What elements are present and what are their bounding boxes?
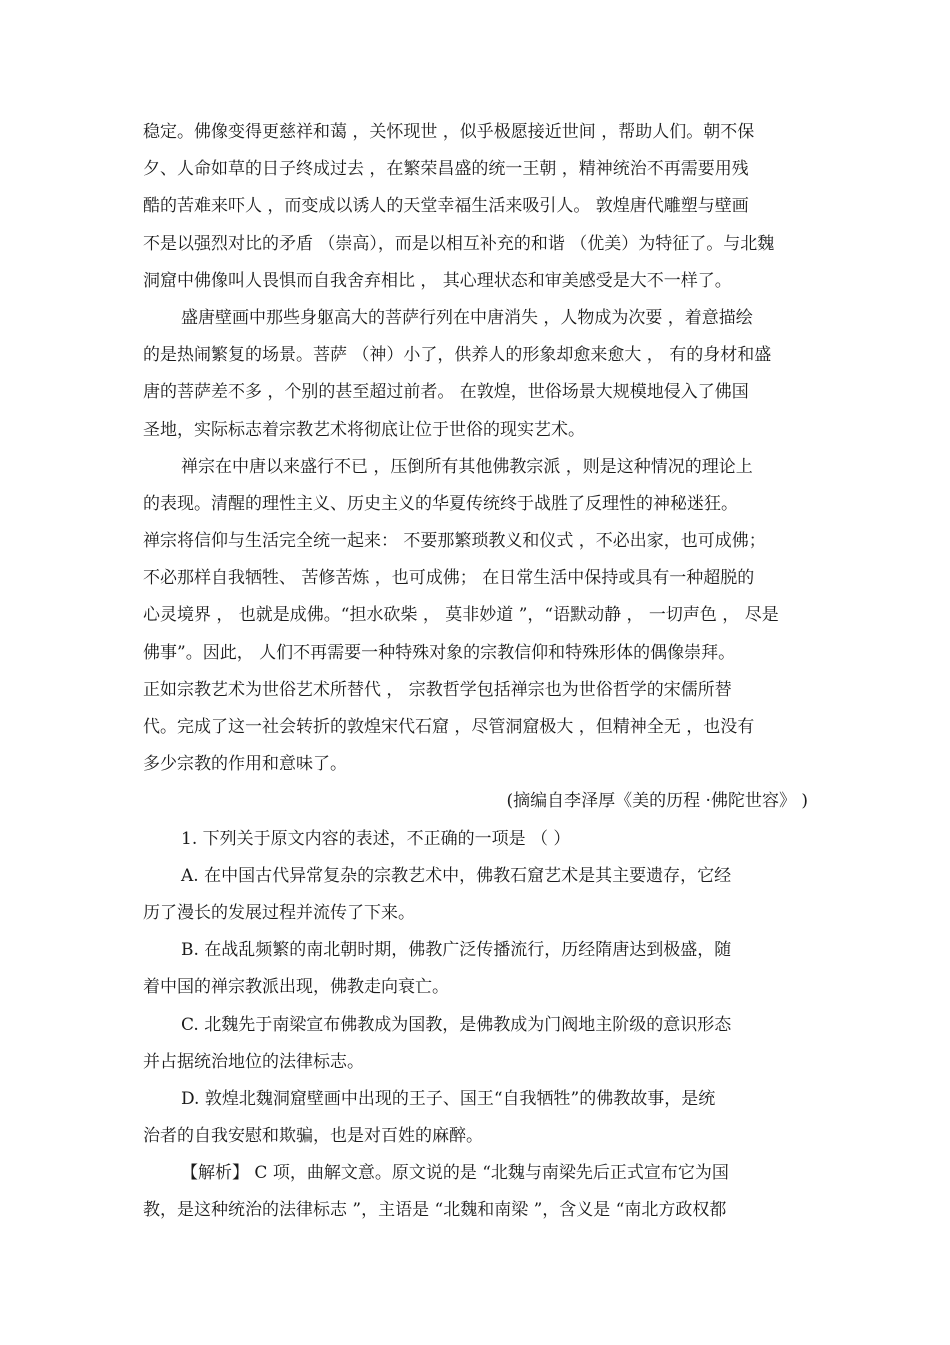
text-line: 代。完成了这一社会转折的敦煌宋代石窟 ，尽管洞窟极大 ，但精神全无 ，也没有 [143,717,755,737]
text-line: 不必那样自我牺牲、 苦修苦炼 ，也可成佛； 在日常生活中保持或具有一种超脱的 [143,568,755,589]
text-line: 洞窟中佛像叫人畏惧而自我舍弃相比 ， 其心理状态和审美感受是大不一样了。 [143,270,732,291]
text-line: 酷的苦难来吓人 ，而变成以诱人的天堂幸福生活来吸引人。 敦煌唐代雕塑与壁画 [143,196,749,217]
question-1 [143,821,808,1230]
option-line: C. 北魏先于南梁宣布佛教成为国教，是佛教成为门阀地主阶级的意识形态 [181,1014,732,1035]
text-line: 佛事”。因此， 人们不再需要一种特殊对象的宗教信仰和特殊形体的偶像崇拜。 [143,642,736,663]
analysis-line: 教，是这种统治的法律标志 ”，主语是 “北魏和南梁 ”，含义是 “南北方政权都 [143,1200,727,1221]
source-citation: (摘编自李泽厚《美的历程 ·佛陀世容》 ) [506,791,808,812]
text-line: 不是以强烈对比的矛盾 （崇高），而是以相互补充的和谐 （优美）为特征了。与北魏 [143,233,775,254]
analysis-line: 【解析】 C 项，曲解文意。原文说的是 “北魏与南梁先后正式宣布它为国 [181,1163,729,1184]
text-line: 心灵境界 ， 也就是成佛。“担水砍柴 ， 莫非妙道 ”，“语默动静 ， 一切声色 ， 尽是 [143,605,779,626]
text-line: 的是热闹繁复的场景。菩萨 （神）小了，供养人的形象却愈来愈大 ， 有的身材和盛 [143,345,772,366]
option-b [143,932,808,1006]
option-a [143,858,808,932]
option-line: D. 敦煌北魏洞窟壁画中出现的王子、国王“自我牺牲”的佛教故事，是统 [181,1088,716,1109]
text-line: 夕、人命如草的日子终成过去 ，在繁荣昌盛的统一王朝 ，精神统治不再需要用残 [143,159,749,180]
text-line: 唐的菩萨差不多 ，个别的甚至超过前者。 在敦煌，世俗场景大规模地侵入了佛国 [143,382,749,403]
option-line: 治者的自我安慰和欺骗，也是对百姓的麻醉。 [143,1126,483,1147]
paragraph-1 [143,114,808,300]
option-line: 着中国的禅宗教派出现，佛教走向衰亡。 [143,977,449,998]
option-line: 并占据统治地位的法律标志。 [143,1051,364,1072]
text-line: 禅宗将信仰与生活完全统一起来： 不要那繁琐教义和仪式 ，不必出家，也可成佛； [143,531,766,552]
text-line: 正如宗教艺术为世俗艺术所替代 ， 宗教哲学包括禅宗也为世俗哲学的宋儒所替 [143,679,732,700]
text-line: 稳定。佛像变得更慈祥和蔼 ，关怀现世 ，似乎极愿接近世间 ，帮助人们。朝不保 [143,122,755,142]
option-line: B. 在战乱频繁的南北朝时期，佛教广泛传播流行，历经隋唐达到极盛，随 [181,940,732,961]
option-c [143,1007,808,1081]
paragraph-3 [143,449,808,784]
analysis [143,1155,808,1229]
question-stem: 1. 下列关于原文内容的表述，不正确的一项是 （ ） [181,828,571,849]
option-line: A. 在中国古代异常复杂的宗教艺术中，佛教石窟艺术是其主要遗存，它经 [181,865,732,886]
option-line: 历了漫长的发展过程并流传了下来。 [143,902,415,923]
document-page [143,114,808,1230]
text-line: 的表现。清醒的理性主义、历史主义的华夏传统终于战胜了反理性的神秘迷狂。 [143,493,738,514]
text-line: 圣地，实际标志着宗教艺术将彻底让位于世俗的现实艺术。 [143,419,585,440]
text-line: 盛唐壁画中那些身躯高大的菩萨行列在中唐消失 ，人物成为次要 ，着意描绘 [181,307,753,328]
option-d [143,1081,808,1155]
text-line: 多少宗教的作用和意味了。 [143,754,347,775]
paragraph-2 [143,300,808,449]
text-line: 禅宗在中唐以来盛行不已 ，压倒所有其他佛教宗派 ，则是这种情况的理论上 [181,456,753,477]
